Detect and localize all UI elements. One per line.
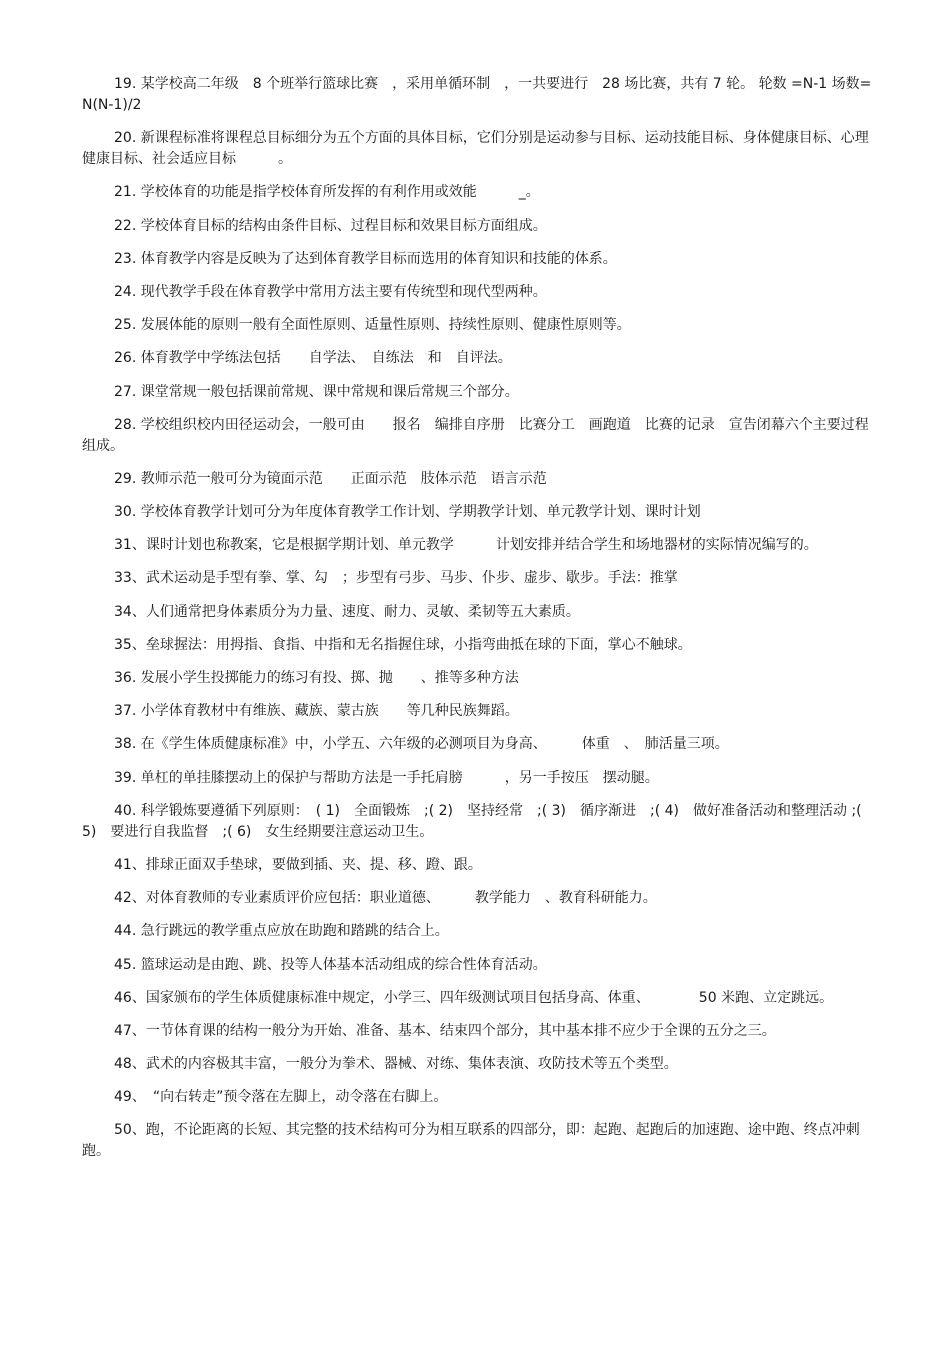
question-22: 22. 学校体育目标的结构由条件目标、过程目标和效果目标方面组成。 [114,217,547,234]
question-19: 19. 某学校高二年级 8 个班举行篮球比赛 ，采用单循环制 ，一共要进行 28 场比赛，共有 7 轮。 轮数 =N-1 场数=N(N-1)/2 [82,76,872,113]
question-42: 42、对体育教师的专业素质评价应包括：职业道德、 教学能力 、教育科研能力。 [114,890,657,907]
question-21: 21. 学校体育的功能是指学校体育所发挥的有利作用或效能 _。 [114,184,540,201]
question-38: 38. 在《学生体质健康标准》中，小学五、六年级的必测项目为身高、 体重 、 肺活量三项。 [114,736,729,753]
question-46: 46、国家颁布的学生体质健康标准中规定，小学三、四年级测试项目包括身高、体重、 50 米跑、立定跳远。 [114,989,834,1006]
question-28: 28. 学校组织校内田径运动会，一般可由 报名 编排自序册 比赛分工 画跑道 比赛的记录 宣告闭幕六个主要过程组成。 [82,416,869,454]
question-39: 39. 单杠的单挂膝摆动上的保护与帮助方法是一手托肩膀 ，另一手按压 摆动腿。 [114,769,659,786]
question-47: 47、一节体育课的结构一般分为开始、准备、基本、结束四个部分，其中基本排不应少于全课的五分之三。 [114,1022,776,1039]
question-27: 27. 课堂常规一般包括课前常规、课中常规和课后常规三个部分。 [114,383,519,400]
question-49: 49、 “向右转走”预令落在左脚上，动令落在右脚上。 [114,1089,448,1106]
question-48: 48、武术的内容极其丰富，一般分为拳术、器械、对练、集体表演、攻防技术等五个类型。 [114,1056,678,1073]
question-31: 31、课时计划也称教案，它是根据学期计划、单元教学 计划安排并结合学生和场地器材的实际情况编写的。 [114,537,818,554]
question-44: 44. 急行跳远的教学重点应放在助跑和踏跳的结合上。 [114,923,449,940]
question-35: 35、垒球握法：用拇指、食指、中指和无名指握住球，小指弯曲抵在球的下面，掌心不触球。 [114,636,692,653]
question-30: 30. 学校体育教学计划可分为年度体育教学工作计划、学期教学计划、单元教学计划、课时计划 [114,504,701,521]
question-40: 40. 科学锻炼要遵循下列原则： ( 1) 全面锻炼 ;( 2) 坚持经常 ;( 3) 循序渐进 ;( 4) 做好准备活动和整理活动 ;( 5) 要进行自我监督 ;( 6) 女生经期要注意运动卫生。 [82,802,867,840]
question-33: 33、武术运动是手型有拳、掌、勾 ；步型有弓步、马步、仆步、虚步、歇步。手法：推掌 [114,570,678,587]
question-50: 50、跑，不论距离的长短、其完整的技术结构可分为相互联系的四部分，即：起跑、起跑后的加速跑、途中跑、终点冲刺跑。 [82,1122,860,1160]
question-24: 24. 现代教学手段在体育教学中常用方法主要有传统型和现代型两种。 [114,283,547,300]
question-36: 36. 发展小学生投掷能力的练习有投、掷、抛 、推等多种方法 [114,670,519,686]
question-20: 20. 新课程标准将课程总目标细分为五个方面的具体目标，它们分别是运动参与目标、运动技能目标、身体健康目标、心理健康目标、社会适应目标 。 [82,130,869,168]
question-37: 37. 小学体育教材中有维族、藏族、蒙古族 等几种民族舞蹈。 [114,703,519,720]
question-45: 45. 篮球运动是由跑、跳、投等人体基本活动组成的综合性体育活动。 [114,956,547,973]
question-list [82,74,872,1175]
question-29: 29. 教师示范一般可分为镜面示范 正面示范 肢体示范 语言示范 [114,470,547,487]
question-41: 41、排球正面双手垫球，要做到插、夹、提、移、蹬、跟。 [114,856,482,873]
question-23: 23. 体育教学内容是反映为了达到体育教学目标而选用的体育知识和技能的体系。 [114,250,617,267]
question-25: 25. 发展体能的原则一般有全面性原则、适量性原则、持续性原则、健康性原则等。 [114,317,631,334]
question-26: 26. 体育教学中学练法包括 自学法、 自练法 和 自评法。 [114,350,512,367]
question-34: 34、人们通常把身体素质分为力量、速度、耐力、灵敏、柔韧等五大素质。 [114,603,580,620]
